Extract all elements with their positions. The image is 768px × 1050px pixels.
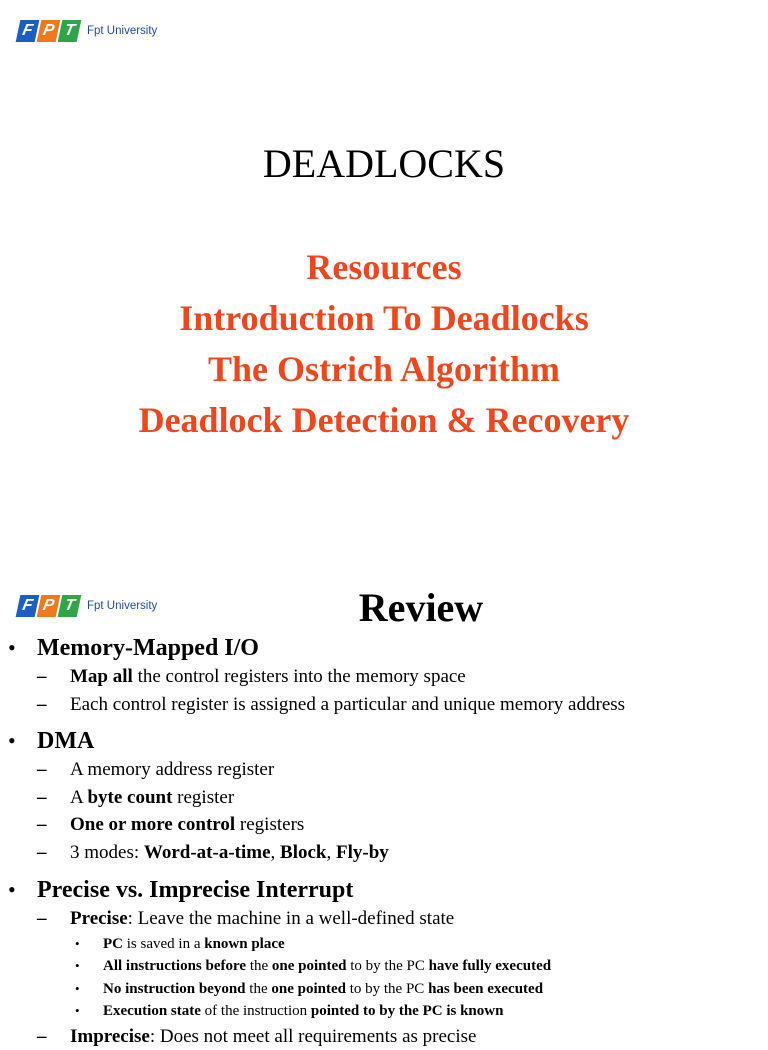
review-slide bbox=[0, 576, 768, 1024]
item-text: the bbox=[246, 981, 272, 997]
dash-icon: – bbox=[37, 663, 70, 691]
logo-university-name: Fpt University bbox=[87, 600, 157, 612]
sub-sub-bullet bbox=[8, 978, 760, 1001]
sub-bullet bbox=[8, 756, 760, 784]
dash-icon: – bbox=[37, 691, 70, 719]
sub-bullet-bold: Precise bbox=[70, 908, 128, 929]
item-text: is saved in a bbox=[123, 936, 204, 952]
logo-letter-f: F bbox=[16, 595, 40, 617]
item-text: of the instruction bbox=[201, 1003, 311, 1019]
small-bullet-icon: • bbox=[75, 933, 103, 955]
logo-letter-t: T bbox=[58, 595, 82, 617]
sub-bullet-text: A memory address register bbox=[70, 756, 274, 784]
mode-fly-by: Fly-by bbox=[336, 842, 389, 863]
logo-letter-f: F bbox=[16, 20, 40, 42]
sub-bullet bbox=[8, 811, 760, 839]
sub-bullet-text: the control registers into the memory space bbox=[133, 666, 466, 687]
small-bullet-icon: • bbox=[75, 1000, 103, 1022]
bullet-dma bbox=[8, 726, 760, 756]
sub-bullet-text: A bbox=[70, 787, 87, 808]
bullet-precise-vs-imprecise bbox=[8, 875, 760, 905]
bullet-text: Precise vs. Imprecise Interrupt bbox=[37, 875, 353, 905]
item-bold: No instruction beyond bbox=[103, 981, 246, 997]
sub-bullet bbox=[8, 784, 760, 812]
logo-letter-p: P bbox=[37, 20, 61, 42]
sub-bullet-bold: Imprecise bbox=[70, 1026, 150, 1047]
dash-icon: – bbox=[37, 839, 70, 867]
item-bold: Execution state bbox=[103, 1003, 201, 1019]
sub-sub-bullet bbox=[8, 955, 760, 978]
bullet-text: Memory-Mapped I/O bbox=[37, 633, 259, 663]
mode-word-at-a-time: Word-at-a-time bbox=[144, 842, 271, 863]
sub-bullet-text: 3 modes: bbox=[70, 842, 144, 863]
dash-icon: – bbox=[37, 784, 70, 812]
item-bold: has been executed bbox=[428, 981, 543, 997]
sub-bullet-bold: byte count bbox=[87, 787, 172, 808]
bullet-dot-icon: • bbox=[8, 633, 37, 663]
item-bold: one pointed bbox=[272, 958, 347, 974]
sub-bullet-text: : Does not meet all requirements as precise bbox=[150, 1026, 477, 1047]
bullet-dot-icon: • bbox=[8, 726, 37, 756]
separator: , bbox=[326, 842, 336, 863]
item-bold: have fully executed bbox=[429, 958, 551, 974]
agenda-list bbox=[0, 242, 768, 446]
bullet-memory-mapped-io bbox=[8, 633, 760, 663]
item-bold: pointed to by the PC is known bbox=[311, 1003, 504, 1019]
sub-bullet-text: Each control register is assigned a particular and unique memory address bbox=[70, 691, 625, 719]
sub-sub-bullet bbox=[8, 1000, 760, 1023]
bullet-dot-icon: • bbox=[8, 875, 37, 905]
item-text: to by the PC bbox=[346, 981, 428, 997]
item-text: the bbox=[246, 958, 272, 974]
dash-icon: – bbox=[37, 756, 70, 784]
item-bold: All instructions before bbox=[103, 958, 246, 974]
sub-bullet-bold: One or more control bbox=[70, 814, 235, 835]
sub-bullet-text: : Leave the machine in a well-defined state bbox=[128, 908, 455, 929]
small-bullet-icon: • bbox=[75, 978, 103, 1000]
agenda-item: The Ostrich Algorithm bbox=[0, 344, 768, 395]
slide-title: Review bbox=[0, 584, 768, 631]
sub-sub-bullet bbox=[8, 933, 760, 956]
logo-university-name: Fpt University bbox=[87, 25, 157, 37]
logo-letter-p: P bbox=[37, 595, 61, 617]
sub-bullet bbox=[8, 839, 760, 867]
dash-icon: – bbox=[37, 905, 70, 933]
dash-icon: – bbox=[37, 1023, 70, 1050]
sub-bullet bbox=[8, 1023, 760, 1050]
bullet-text: DMA bbox=[37, 726, 94, 756]
sub-bullet bbox=[8, 663, 760, 691]
mode-block: Block bbox=[280, 842, 326, 863]
agenda-item: Resources bbox=[0, 242, 768, 293]
item-bold: PC bbox=[103, 936, 123, 952]
sub-bullet bbox=[8, 905, 760, 933]
fpt-logo bbox=[18, 20, 157, 42]
agenda-item: Introduction To Deadlocks bbox=[0, 293, 768, 344]
deck-title: DEADLOCKS bbox=[0, 140, 768, 187]
agenda-item: Deadlock Detection & Recovery bbox=[0, 395, 768, 446]
dash-icon: – bbox=[37, 811, 70, 839]
sub-bullet-text: register bbox=[172, 787, 234, 808]
sub-bullet bbox=[8, 691, 760, 719]
item-bold: known place bbox=[204, 936, 284, 952]
review-bullets bbox=[8, 633, 760, 1050]
small-bullet-icon: • bbox=[75, 955, 103, 977]
sub-bullet-text: registers bbox=[235, 814, 304, 835]
separator: , bbox=[271, 842, 281, 863]
logo-letter-t: T bbox=[58, 20, 82, 42]
item-text: to by the PC bbox=[347, 958, 429, 974]
item-bold: one pointed bbox=[271, 981, 346, 997]
fpt-logo-mark bbox=[18, 20, 81, 42]
sub-bullet-bold: Map all bbox=[70, 666, 133, 687]
